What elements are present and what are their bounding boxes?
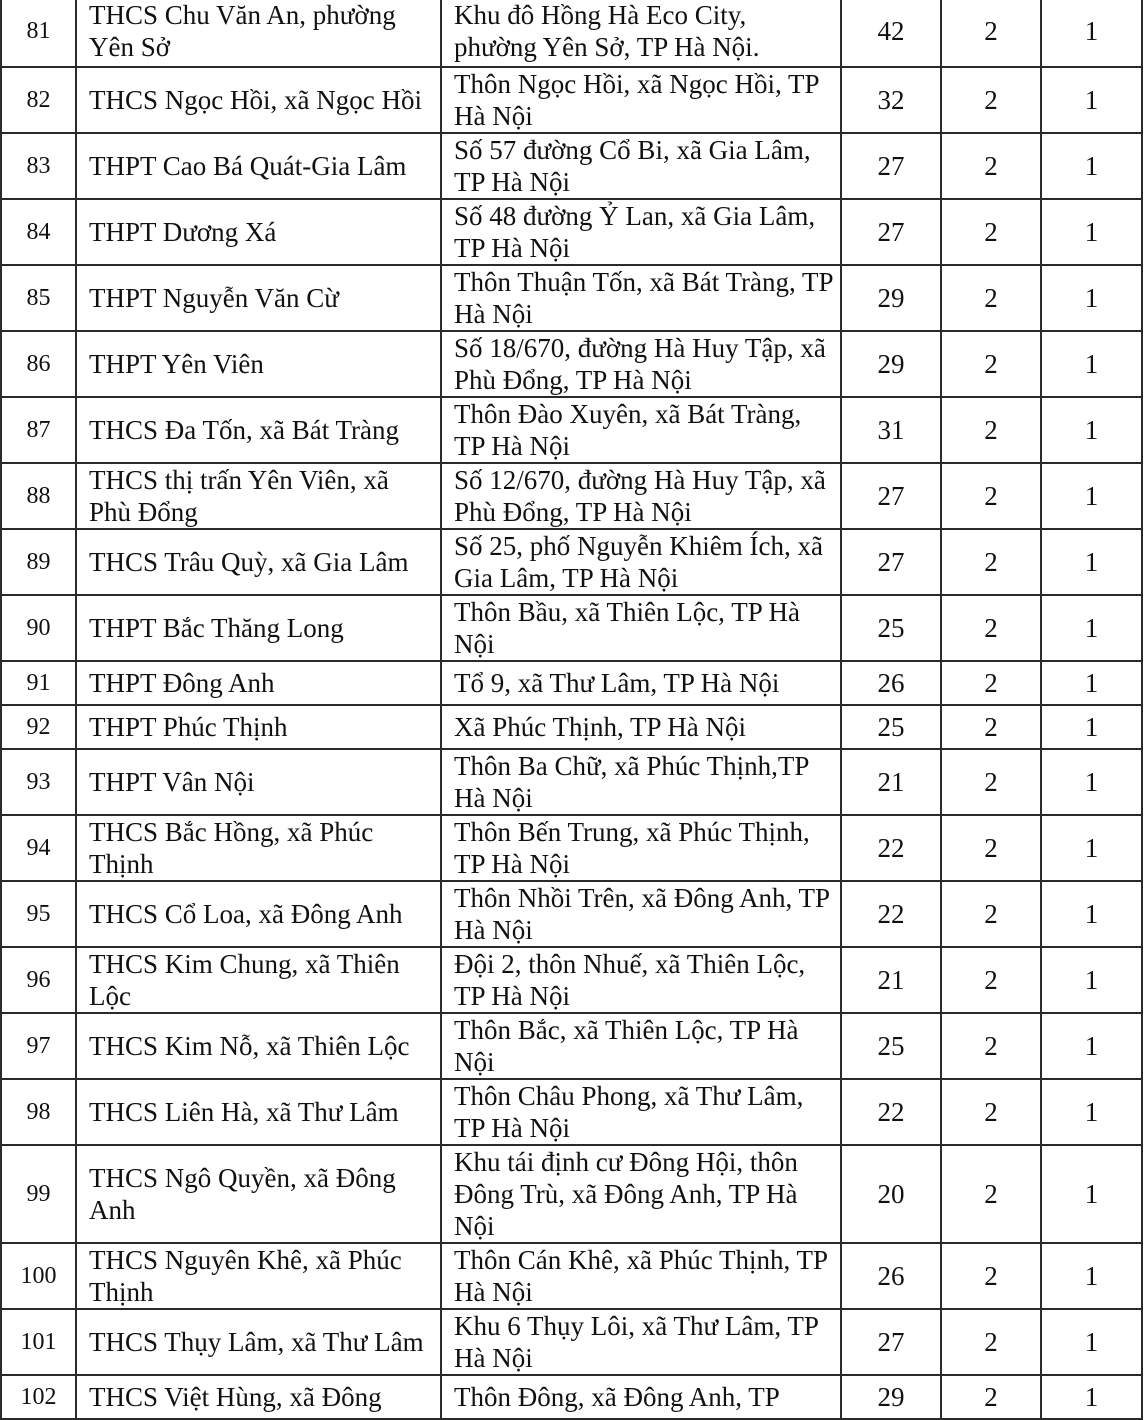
school-address: Số 48 đường Ỷ Lan, xã Gia Lâm, TP Hà Nội <box>441 199 841 265</box>
value-col-1: 27 <box>841 529 941 595</box>
school-name: THPT Dương Xá <box>76 199 441 265</box>
value-col-2: 2 <box>941 705 1041 749</box>
school-address: Thôn Thuận Tốn, xã Bát Tràng, TP Hà Nội <box>441 265 841 331</box>
school-address: Thôn Bến Trung, xã Phúc Thịnh, TP Hà Nội <box>441 815 841 881</box>
row-number: 102 <box>1 1375 76 1419</box>
value-col-1: 25 <box>841 1013 941 1079</box>
school-name: THPT Đông Anh <box>76 661 441 705</box>
school-address: Thôn Nhồi Trên, xã Đông Anh, TP Hà Nội <box>441 881 841 947</box>
row-number: 101 <box>1 1309 76 1375</box>
row-number: 86 <box>1 331 76 397</box>
row-number: 84 <box>1 199 76 265</box>
table-row <box>1 595 1142 661</box>
value-col-3: 1 <box>1041 265 1142 331</box>
table-row <box>1 881 1142 947</box>
value-col-1: 29 <box>841 265 941 331</box>
value-col-2: 2 <box>941 1243 1041 1309</box>
school-name: THPT Nguyễn Văn Cừ <box>76 265 441 331</box>
school-address: Khu đô Hồng Hà Eco City, phường Yên Sở, TP Hà Nội. <box>441 0 841 67</box>
school-address: Thôn Đông, xã Đông Anh, TP <box>441 1375 841 1419</box>
table-row <box>1 133 1142 199</box>
value-col-2: 2 <box>941 1145 1041 1243</box>
value-col-1: 27 <box>841 1309 941 1375</box>
value-col-2: 2 <box>941 595 1041 661</box>
value-col-2: 2 <box>941 67 1041 133</box>
table-row <box>1 1375 1142 1419</box>
value-col-1: 22 <box>841 881 941 947</box>
value-col-1: 27 <box>841 463 941 529</box>
value-col-3: 1 <box>1041 705 1142 749</box>
school-address: Số 25, phố Nguyễn Khiêm Ích, xã Gia Lâm, TP Hà Nội <box>441 529 841 595</box>
value-col-1: 27 <box>841 133 941 199</box>
school-address: Đội 2, thôn Nhuế, xã Thiên Lộc, TP Hà Nội <box>441 947 841 1013</box>
school-name: THCS Việt Hùng, xã Đông <box>76 1375 441 1419</box>
row-number: 91 <box>1 661 76 705</box>
school-address: Thôn Ba Chữ, xã Phúc Thịnh,TP Hà Nội <box>441 749 841 815</box>
value-col-3: 1 <box>1041 815 1142 881</box>
value-col-2: 2 <box>941 265 1041 331</box>
value-col-1: 29 <box>841 331 941 397</box>
table-row <box>1 397 1142 463</box>
value-col-3: 1 <box>1041 1309 1142 1375</box>
school-name: THCS Thụy Lâm, xã Thư Lâm <box>76 1309 441 1375</box>
value-col-3: 1 <box>1041 463 1142 529</box>
value-col-1: 22 <box>841 815 941 881</box>
school-address: Thôn Ngọc Hồi, xã Ngọc Hồi, TP Hà Nội <box>441 67 841 133</box>
value-col-3: 1 <box>1041 1243 1142 1309</box>
table-row <box>1 529 1142 595</box>
row-number: 98 <box>1 1079 76 1145</box>
table-row <box>1 1243 1142 1309</box>
school-address: Số 18/670, đường Hà Huy Tập, xã Phù Đổng, TP Hà Nội <box>441 331 841 397</box>
value-col-1: 29 <box>841 1375 941 1419</box>
value-col-3: 1 <box>1041 199 1142 265</box>
school-address: Khu 6 Thụy Lôi, xã Thư Lâm, TP Hà Nội <box>441 1309 841 1375</box>
value-col-1: 21 <box>841 947 941 1013</box>
school-name: THPT Cao Bá Quát-Gia Lâm <box>76 133 441 199</box>
table-row <box>1 265 1142 331</box>
table-row <box>1 463 1142 529</box>
row-number: 99 <box>1 1145 76 1243</box>
value-col-2: 2 <box>941 881 1041 947</box>
school-name: THCS thị trấn Yên Viên, xã Phù Đổng <box>76 463 441 529</box>
school-name: THPT Vân Nội <box>76 749 441 815</box>
value-col-2: 2 <box>941 749 1041 815</box>
table-body <box>1 0 1142 1419</box>
school-address: Thôn Cán Khê, xã Phúc Thịnh, TP Hà Nội <box>441 1243 841 1309</box>
value-col-2: 2 <box>941 463 1041 529</box>
value-col-3: 1 <box>1041 529 1142 595</box>
value-col-2: 2 <box>941 529 1041 595</box>
row-number: 88 <box>1 463 76 529</box>
value-col-2: 2 <box>941 199 1041 265</box>
row-number: 97 <box>1 1013 76 1079</box>
row-number: 100 <box>1 1243 76 1309</box>
value-col-1: 42 <box>841 0 941 67</box>
school-address: Thôn Đào Xuyên, xã Bát Tràng, TP Hà Nội <box>441 397 841 463</box>
value-col-2: 2 <box>941 133 1041 199</box>
value-col-3: 1 <box>1041 1013 1142 1079</box>
value-col-2: 2 <box>941 1013 1041 1079</box>
value-col-3: 1 <box>1041 661 1142 705</box>
school-name: THCS Kim Nỗ, xã Thiên Lộc <box>76 1013 441 1079</box>
school-name: THCS Liên Hà, xã Thư Lâm <box>76 1079 441 1145</box>
table-row <box>1 749 1142 815</box>
school-name: THCS Đa Tốn, xã Bát Tràng <box>76 397 441 463</box>
value-col-1: 32 <box>841 67 941 133</box>
value-col-2: 2 <box>941 397 1041 463</box>
table-row <box>1 661 1142 705</box>
table-row <box>1 1309 1142 1375</box>
row-number: 92 <box>1 705 76 749</box>
school-name: THPT Yên Viên <box>76 331 441 397</box>
row-number: 94 <box>1 815 76 881</box>
value-col-2: 2 <box>941 947 1041 1013</box>
value-col-3: 1 <box>1041 0 1142 67</box>
school-address: Thôn Bầu, xã Thiên Lộc, TP Hà Nội <box>441 595 841 661</box>
school-name: THCS Ngọc Hồi, xã Ngọc Hồi <box>76 67 441 133</box>
value-col-3: 1 <box>1041 67 1142 133</box>
table-row <box>1 67 1142 133</box>
school-name: THCS Kim Chung, xã Thiên Lộc <box>76 947 441 1013</box>
school-address: Số 57 đường Cổ Bi, xã Gia Lâm, TP Hà Nội <box>441 133 841 199</box>
school-name: THCS Cổ Loa, xã Đông Anh <box>76 881 441 947</box>
school-name: THCS Ngô Quyền, xã Đông Anh <box>76 1145 441 1243</box>
school-address: Thôn Châu Phong, xã Thư Lâm, TP Hà Nội <box>441 1079 841 1145</box>
table-row <box>1 947 1142 1013</box>
value-col-2: 2 <box>941 0 1041 67</box>
table-row <box>1 199 1142 265</box>
school-address: Số 12/670, đường Hà Huy Tập, xã Phù Đổng, TP Hà Nội <box>441 463 841 529</box>
row-number: 93 <box>1 749 76 815</box>
row-number: 89 <box>1 529 76 595</box>
value-col-2: 2 <box>941 331 1041 397</box>
value-col-3: 1 <box>1041 1145 1142 1243</box>
value-col-1: 26 <box>841 661 941 705</box>
value-col-3: 1 <box>1041 133 1142 199</box>
row-number: 81 <box>1 0 76 67</box>
value-col-3: 1 <box>1041 1079 1142 1145</box>
school-address: Thôn Bắc, xã Thiên Lộc, TP Hà Nội <box>441 1013 841 1079</box>
school-address: Tổ 9, xã Thư Lâm, TP Hà Nội <box>441 661 841 705</box>
row-number: 90 <box>1 595 76 661</box>
school-name: THCS Trâu Quỳ, xã Gia Lâm <box>76 529 441 595</box>
table-row <box>1 815 1142 881</box>
table-row <box>1 705 1142 749</box>
value-col-1: 25 <box>841 595 941 661</box>
school-address: Xã Phúc Thịnh, TP Hà Nội <box>441 705 841 749</box>
value-col-1: 26 <box>841 1243 941 1309</box>
table-row <box>1 1145 1142 1243</box>
value-col-1: 31 <box>841 397 941 463</box>
value-col-2: 2 <box>941 815 1041 881</box>
value-col-2: 2 <box>941 1309 1041 1375</box>
table-row <box>1 1079 1142 1145</box>
value-col-1: 21 <box>841 749 941 815</box>
table-row <box>1 331 1142 397</box>
school-address: Khu tái định cư Đông Hội, thôn Đông Trù, xã Đông Anh, TP Hà Nội <box>441 1145 841 1243</box>
value-col-3: 1 <box>1041 595 1142 661</box>
value-col-3: 1 <box>1041 1375 1142 1419</box>
value-col-3: 1 <box>1041 947 1142 1013</box>
value-col-3: 1 <box>1041 881 1142 947</box>
value-col-2: 2 <box>941 1375 1041 1419</box>
value-col-1: 20 <box>841 1145 941 1243</box>
value-col-3: 1 <box>1041 331 1142 397</box>
value-col-2: 2 <box>941 1079 1041 1145</box>
value-col-3: 1 <box>1041 749 1142 815</box>
value-col-1: 22 <box>841 1079 941 1145</box>
value-col-2: 2 <box>941 661 1041 705</box>
row-number: 87 <box>1 397 76 463</box>
row-number: 95 <box>1 881 76 947</box>
value-col-1: 25 <box>841 705 941 749</box>
school-name: THPT Phúc Thịnh <box>76 705 441 749</box>
table-row <box>1 0 1142 67</box>
row-number: 83 <box>1 133 76 199</box>
school-name: THCS Nguyên Khê, xã Phúc Thịnh <box>76 1243 441 1309</box>
school-name: THPT Bắc Thăng Long <box>76 595 441 661</box>
table-row <box>1 1013 1142 1079</box>
row-number: 85 <box>1 265 76 331</box>
row-number: 82 <box>1 67 76 133</box>
school-name: THCS Bắc Hồng, xã Phúc Thịnh <box>76 815 441 881</box>
row-number: 96 <box>1 947 76 1013</box>
value-col-3: 1 <box>1041 397 1142 463</box>
school-name: THCS Chu Văn An, phường Yên Sở <box>76 0 441 67</box>
value-col-1: 27 <box>841 199 941 265</box>
